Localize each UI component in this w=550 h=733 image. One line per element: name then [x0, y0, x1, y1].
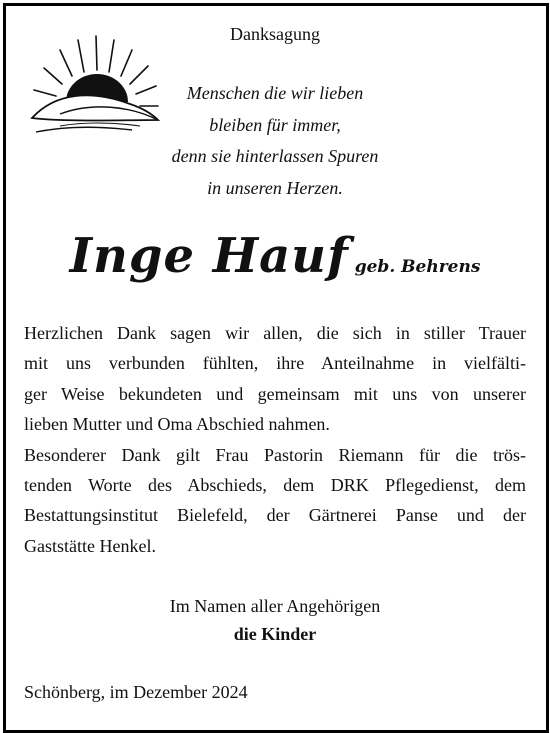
place-and-date: Schönberg, im Dezember 2024	[24, 682, 248, 702]
notice-heading: Danksagung	[230, 24, 320, 44]
message-line: Herzlichen Dank sagen wir allen, die sich in stiller Trauer	[24, 323, 526, 343]
deceased-name-row	[0, 228, 550, 284]
thanks-message	[24, 318, 526, 561]
message-line: mit uns verbunden fühlten, ihre Anteilnahme in vielfälti-	[24, 353, 526, 374]
message-line: tenden Worte des Abschieds, dem DRK Pflegedienst, dem	[24, 475, 526, 496]
poem	[150, 78, 400, 204]
poem-line: bleiben für immer,	[209, 114, 341, 135]
message-line: lieben Mutter und Oma Abschied nahmen.	[24, 414, 330, 435]
poem-line: in unseren Herzen.	[207, 177, 343, 198]
signature-children: die Kinder	[233, 624, 317, 644]
sunset-over-hills-icon	[22, 30, 162, 140]
maiden-name: geb. Behrens	[354, 257, 481, 277]
poem-line: denn sie hinterlassen Spuren	[171, 146, 379, 166]
message-line: Besonderer Dank gilt Frau Pastorin Riemann für die trös-	[24, 444, 526, 465]
poem-line: Menschen die wir lieben	[186, 83, 364, 103]
message-line: ger Weise bekundeten und gemeinsam mit uns von unserer	[24, 383, 526, 404]
signature-relatives: Im Namen aller Angehörigen	[169, 596, 381, 616]
signature-block	[0, 592, 550, 648]
message-line: Bestattungsinstitut Bielefeld, der Gärtnerei Panse und der	[24, 505, 526, 526]
message-line: Gaststätte Henkel.	[24, 535, 156, 556]
deceased-name: Inge Hauf	[69, 228, 349, 284]
